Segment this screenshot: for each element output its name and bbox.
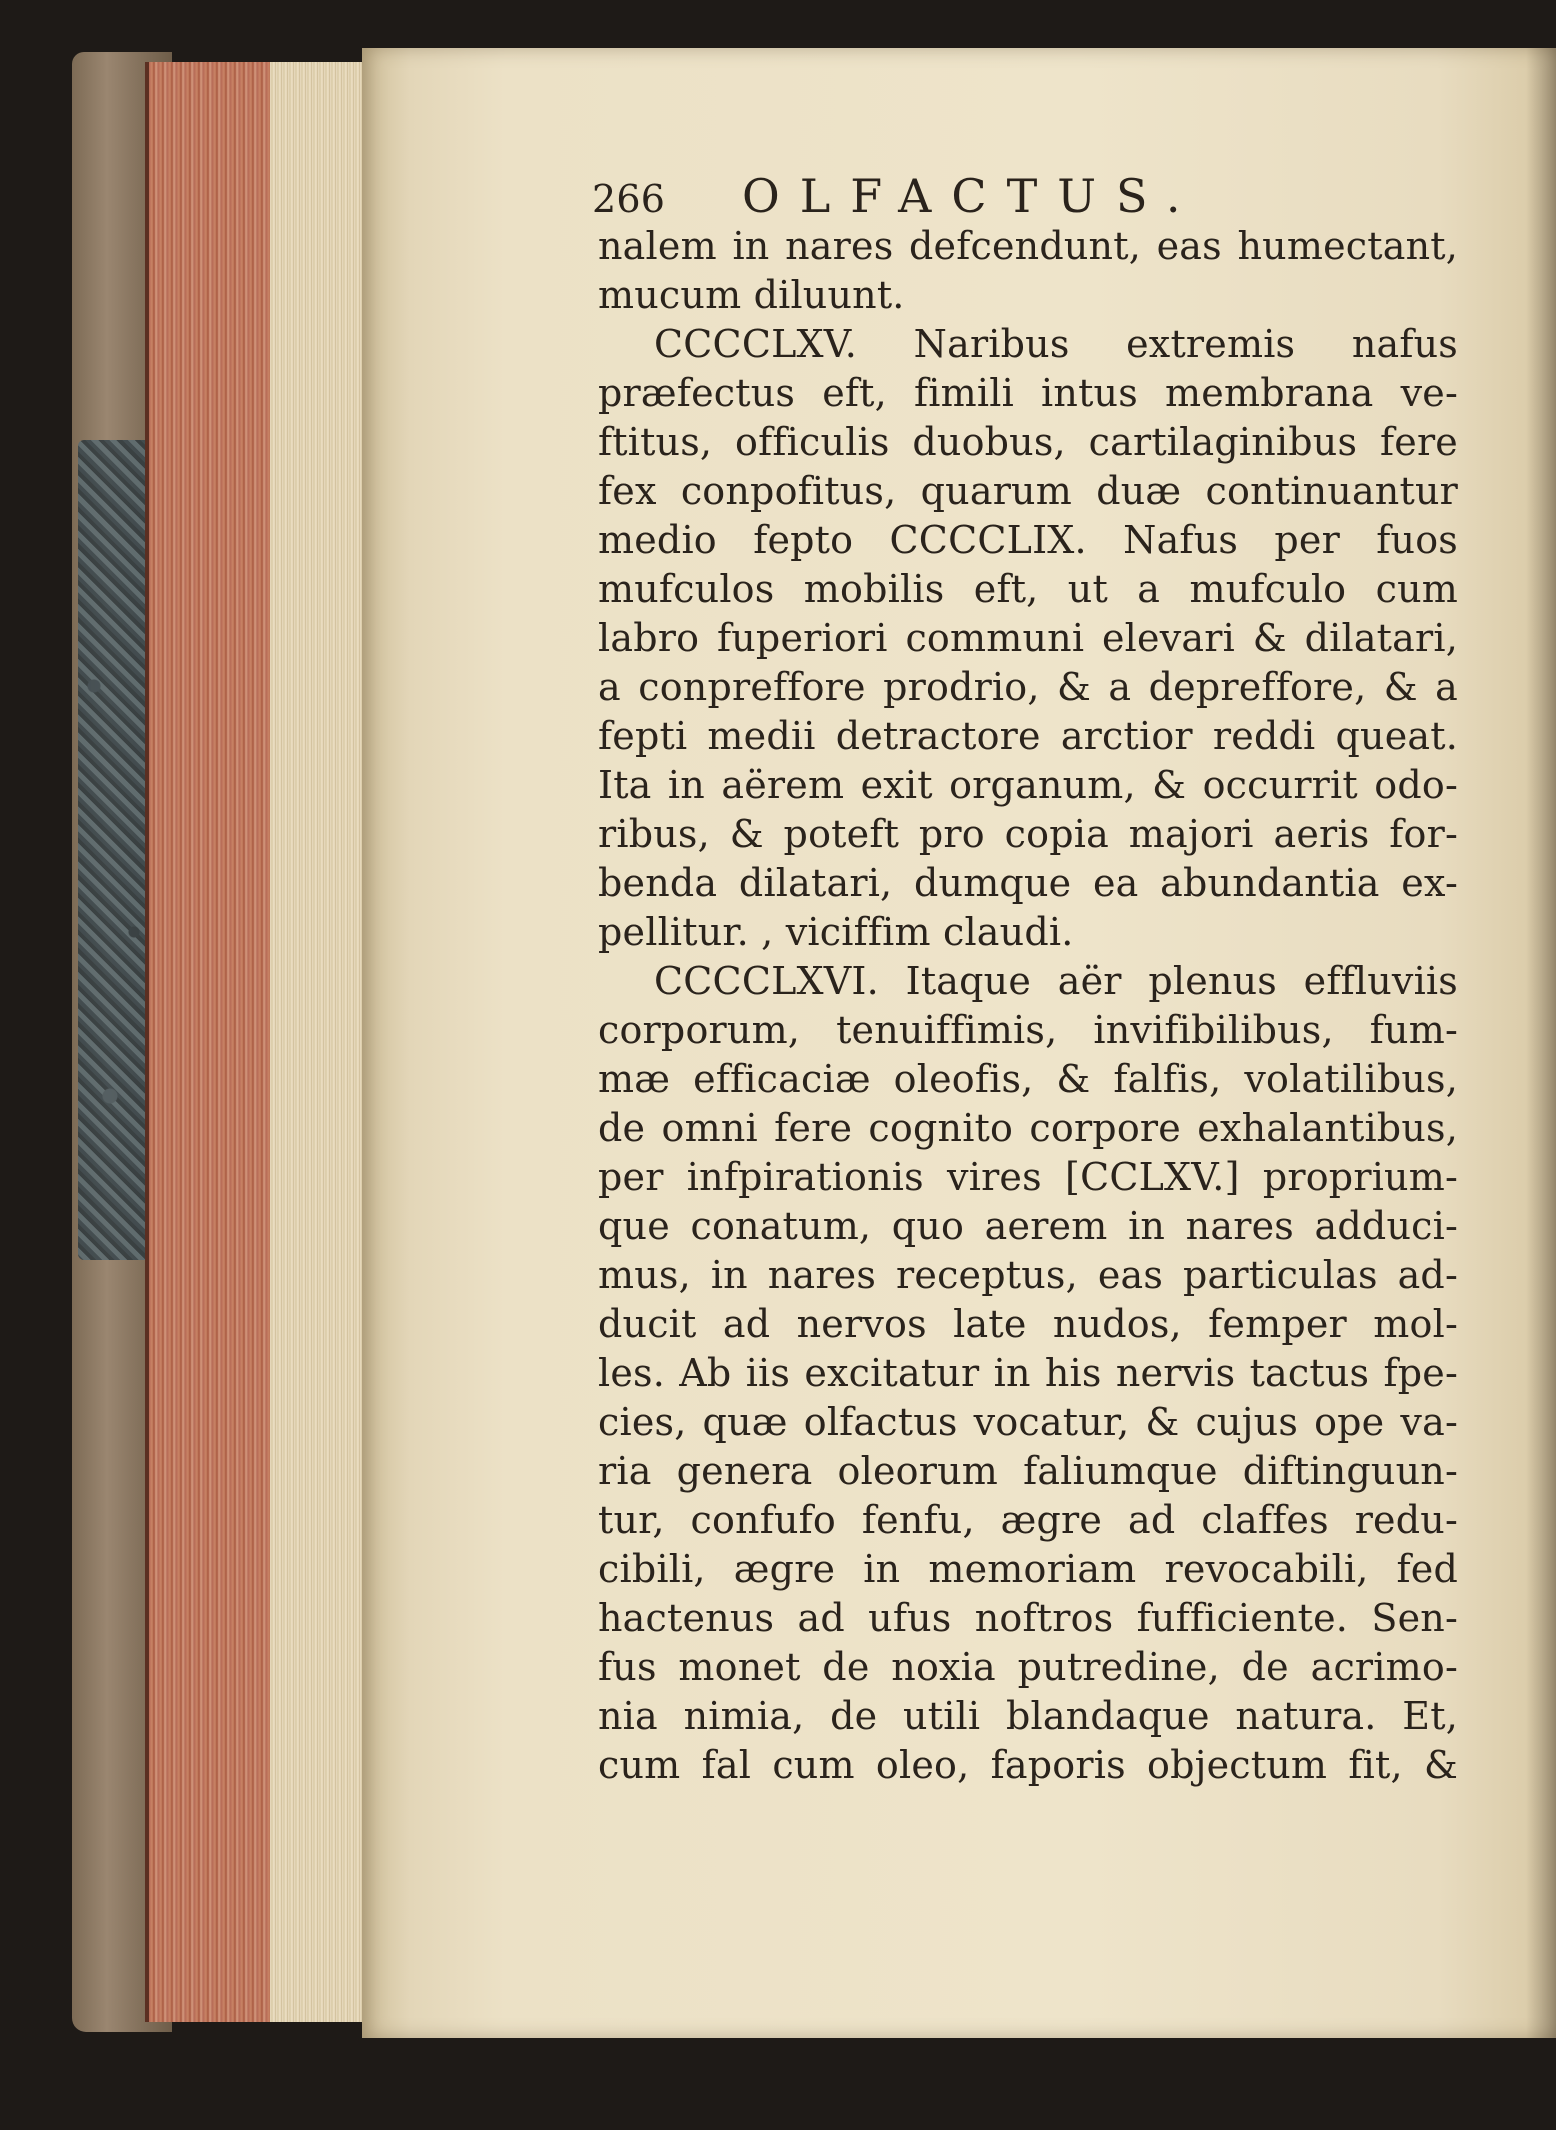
text-line: ribus, & poteft pro copia majori aeris for- [598,812,1458,856]
page-text-block [592,169,1458,1790]
text-line: pellitur. , viciffim claudi. [598,910,1074,954]
text-line: fex conpofitus, quarum duæ continuantur [598,469,1458,513]
text-line: tur, confufo fenfu, ægre ad claffes redu- [598,1498,1458,1542]
page-edges-inner [270,62,365,2022]
text-line: cies, quæ olfactus vocatur, & cujus ope va- [598,1400,1458,1444]
text-line: per infpirationis vires [CCLXV.] proprium- [598,1155,1458,1199]
text-line: mucum diluunt. [598,273,905,317]
text-line: cum fal cum oleo, faporis objectum fit, & [598,1743,1458,1787]
text-line: fus monet de noxia putredine, de acrimo- [598,1645,1458,1689]
page-number: 266 [592,177,666,221]
text-line: a conpreffore prodrio, & a depreffore, & a [598,665,1458,709]
text-line: les. Ab iis excitatur in his nervis tactus fpe- [598,1351,1458,1395]
text-line: CCCCLXV. Naribus extremis nafus [654,322,1458,366]
text-line: CCCCLXVI. Itaque aër plenus effluviis [654,959,1458,1003]
text-line: que conatum, quo aerem in nares adduci- [598,1204,1458,1248]
text-line: nia nimia, de utili blandaque natura. Et, [598,1694,1458,1738]
text-line: cibili, ægre in memoriam revocabili, fed [598,1547,1458,1591]
text-line: ria genera oleorum faliumque diftinguun- [598,1449,1458,1493]
page-header [592,169,1458,223]
running-head: OLFACTUS. [742,169,1201,223]
text-line: fepti medii detractore arctior reddi queat. [598,714,1458,758]
text-line: ftitus, officulis duobus, cartilaginibus fere [598,420,1458,464]
text-line: labro fuperiori communi elevari & dilatari, [598,616,1458,660]
text-line: medio fepto CCCCLIX. Nafus per fuos [598,518,1458,562]
text-line: ducit ad nervos late nudos, femper mol- [598,1302,1458,1346]
text-line: mus, in nares receptus, eas particulas ad- [598,1253,1458,1297]
text-line: corporum, tenuiffimis, invifibilibus, fum- [598,1008,1458,1052]
text-line: benda dilatari, dumque ea abundantia ex- [598,861,1458,905]
text-line: mufculos mobilis eft, ut a mufculo cum [598,567,1458,611]
text-line: hactenus ad ufus noftros fufficiente. Sen- [598,1596,1458,1640]
text-line: nalem in nares defcendunt, eas humectant, [598,224,1458,268]
text-line: præfectus eft, fimili intus membrana ve- [598,371,1458,415]
text-line: de omni fere cognito corpore exhalantibus, [598,1106,1458,1150]
text-line: mæ efficaciæ oleofis, & falfis, volatilibus, [598,1057,1458,1101]
text-line: Ita in aërem exit organum, & occurrit odo- [598,763,1458,807]
body-lines [598,222,1458,1790]
